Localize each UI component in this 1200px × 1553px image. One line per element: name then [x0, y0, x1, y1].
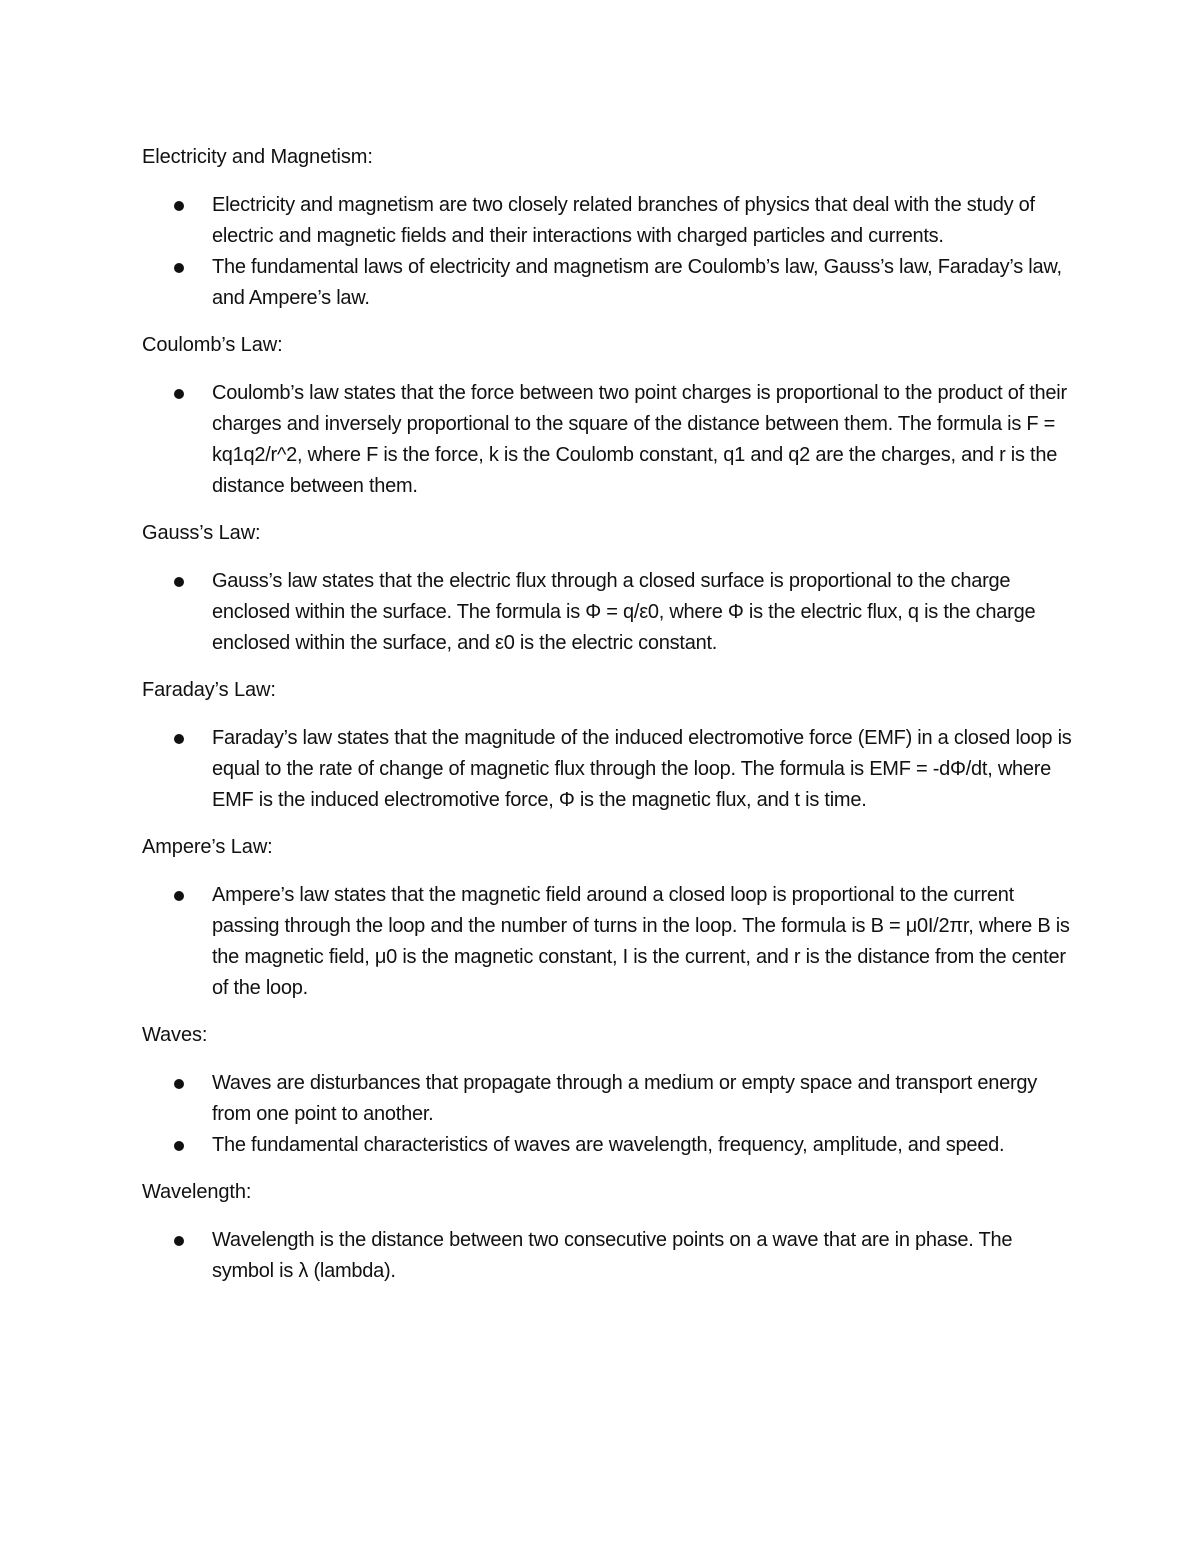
bullet-icon — [174, 1236, 184, 1246]
list-item — [142, 1225, 1072, 1287]
list-item — [142, 190, 1072, 252]
bullet-icon — [174, 1079, 184, 1089]
section-heading-faradays-law: Faraday’s Law: — [142, 679, 276, 701]
bullet-list — [142, 190, 1072, 314]
bullet-list — [142, 378, 1072, 502]
section-heading-waves: Waves: — [142, 1024, 208, 1046]
section-heading-amperes-law: Ampere’s Law: — [142, 836, 273, 858]
list-item-text: Electricity and magnetism are two closely related branches of physics that deal with the study of electric and magnetic fields and their interactions with charged particles and currents. — [212, 194, 1035, 247]
list-item-text: Faraday’s law states that the magnitude of the induced electromotive force (EMF) in a closed loop is equal to the rate of change of magnetic flux through the loop. The formula is EMF = -dΦ/dt, where EMF is the induced electromotive force, Φ is the magnetic flux, and t is time. — [212, 727, 1072, 811]
list-item-text: Wavelength is the distance between two consecutive points on a wave that are in phase. The symbol is λ (lambda). — [212, 1229, 1013, 1282]
list-item-text: Ampere’s law states that the magnetic field around a closed loop is proportional to the current passing through the loop and the number of turns in the loop. The formula is B = μ0I/2πr, where B is the magnetic field, μ0 is the magnetic constant, I is the current, and r is the distance from the center of the loop. — [212, 884, 1070, 999]
list-item — [142, 1130, 1072, 1161]
list-item-text: Gauss’s law states that the electric flux through a closed surface is proportional to the charge enclosed within the surface. The formula is Φ = q/ε0, where Φ is the electric flux, q is the charge enclosed within the surface, and ε0 is the electric constant. — [212, 570, 1036, 654]
bullet-icon — [174, 389, 184, 399]
bullet-icon — [174, 201, 184, 211]
bullet-icon — [174, 734, 184, 744]
list-item — [142, 566, 1072, 659]
bullet-icon — [174, 263, 184, 273]
list-item — [142, 252, 1072, 314]
list-item-text: Coulomb’s law states that the force between two point charges is proportional to the product of their charges and inversely proportional to the square of the distance between them. The formula is F = kq1q2/r^2, where F is the force, k is the Coulomb constant, q1 and q2 are the charges, and r is the distance between them. — [212, 382, 1067, 497]
section-heading-wavelength: Wavelength: — [142, 1181, 252, 1203]
list-item — [142, 378, 1072, 502]
bullet-icon — [174, 1141, 184, 1151]
bullet-list — [142, 1225, 1072, 1287]
bullet-list — [142, 566, 1072, 659]
section-heading-coulombs-law: Coulomb’s Law: — [142, 334, 283, 356]
section-heading-gauss-law: Gauss’s Law: — [142, 522, 261, 544]
bullet-list — [142, 723, 1072, 816]
list-item — [142, 880, 1072, 1004]
list-item-text: Waves are disturbances that propagate through a medium or empty space and transport energy from one point to another. — [212, 1072, 1038, 1125]
document-page — [142, 142, 1072, 1303]
list-item — [142, 1068, 1072, 1130]
list-item-text: The fundamental laws of electricity and magnetism are Coulomb’s law, Gauss’s law, Faraday’s law, and Ampere’s law. — [212, 256, 1062, 309]
bullet-icon — [174, 891, 184, 901]
list-item — [142, 723, 1072, 816]
bullet-icon — [174, 577, 184, 587]
section-heading-electricity-magnetism: Electricity and Magnetism: — [142, 146, 373, 168]
bullet-list — [142, 1068, 1072, 1161]
list-item-text: The fundamental characteristics of waves are wavelength, frequency, amplitude, and speed. — [212, 1134, 1005, 1156]
bullet-list — [142, 880, 1072, 1004]
